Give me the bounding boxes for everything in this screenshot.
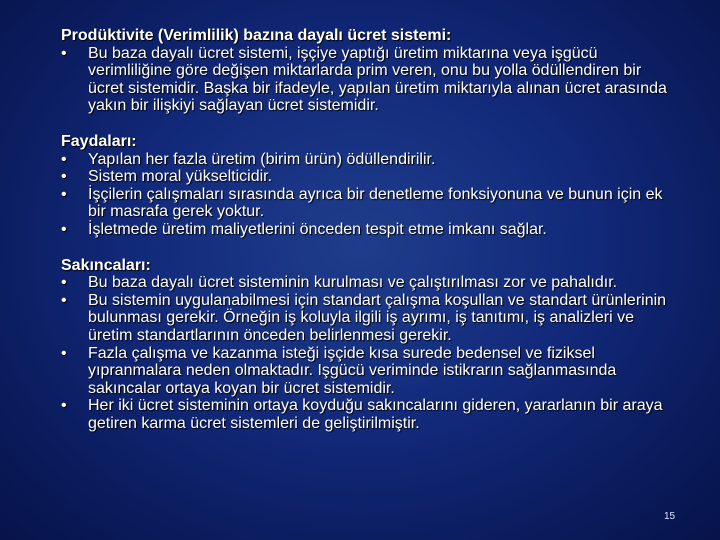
section-title: Faydaları: <box>61 132 137 150</box>
bullet-text: Bu baza dayalı ücret sisteminin kurulması ve çalıştırılması zor ve pahalıdır. <box>88 274 618 292</box>
bullet-icon: • <box>61 344 67 362</box>
bullet-item <box>61 45 673 115</box>
section-title: Sakıncaları: <box>61 256 151 274</box>
bullet-text: İşçilerin çalışmaları sırasında ayrıca bir denetleme fonksiyonuna ve bunun için ek bir masrafa gerek yoktur. <box>88 185 663 221</box>
section-faydalari <box>61 133 673 239</box>
bullet-text: Sistem moral yükselticidir. <box>88 168 273 186</box>
bullet-icon: • <box>61 150 67 168</box>
bullet-text: Bu baza dayalı ücret sistemi, işçiye yaptığı üretim miktarına veya işgücü verimliliğine göre değişen miktarlarda prim veren, onu bu yolla ödüllendiren bir ücret sistemidir. Başka bir ifadeyle, yapılan üretim miktarıyla alınan ücret arasında yakın bir ilişkiyi sağlayan ücret sistemidir. <box>88 44 667 115</box>
bullet-item <box>61 151 673 169</box>
bullet-icon: • <box>61 274 67 292</box>
bullet-icon: • <box>61 220 67 238</box>
bullet-icon: • <box>61 44 67 62</box>
bullet-item <box>61 345 673 398</box>
bullet-text: Bu sistemin uygulanabilmesi için standart çalışma koşullan ve standart ürünlerinin bulunması gerekir. Örneğin iş koluyla ilgili iş ayrımı, iş tanıtımı, iş analizleri ve üretim standartlarının önceden belirlenmesi gerekir. <box>88 291 667 344</box>
bullet-text: Her iki ücret sisteminin ortaya koyduğu sakıncalarını gideren, yararlanın bir araya getiren karma ücret sistemleri de geliştirilmiştir. <box>88 397 663 432</box>
section-sakincalari <box>61 257 673 433</box>
slide-content <box>61 27 673 450</box>
bullet-icon: • <box>61 185 67 203</box>
bullet-text: Fazla çalışma ve kazanma isteği işçide kısa surede bedensel ve fiziksel yıpranmalara neden olmaktadır. Işgücü veriminde istikrarın sağlanmasında sakıncalar ortaya koyan bir ücret sistemidir. <box>88 344 617 397</box>
bullet-item <box>61 274 673 292</box>
bullet-item <box>61 292 673 345</box>
section-title: Prodüktivite (Verimlilik) bazına dayalı ücret sistemi: <box>61 27 452 44</box>
page-number: 15 <box>664 511 676 522</box>
bullet-item <box>61 168 673 186</box>
bullet-icon: • <box>61 397 67 415</box>
bullet-item <box>61 397 673 432</box>
bullet-text: Yapılan her fazla üretim (birim ürün) ödüllendirilir. <box>88 150 436 168</box>
bullet-icon: • <box>61 168 67 186</box>
bullet-icon: • <box>61 291 67 309</box>
bullet-item <box>61 221 673 239</box>
bullet-text: İşletmede üretim maliyetlerini önceden tespit etme imkanı sağlar. <box>88 220 547 238</box>
section-verimlilik <box>61 27 673 115</box>
bullet-item <box>61 186 673 221</box>
